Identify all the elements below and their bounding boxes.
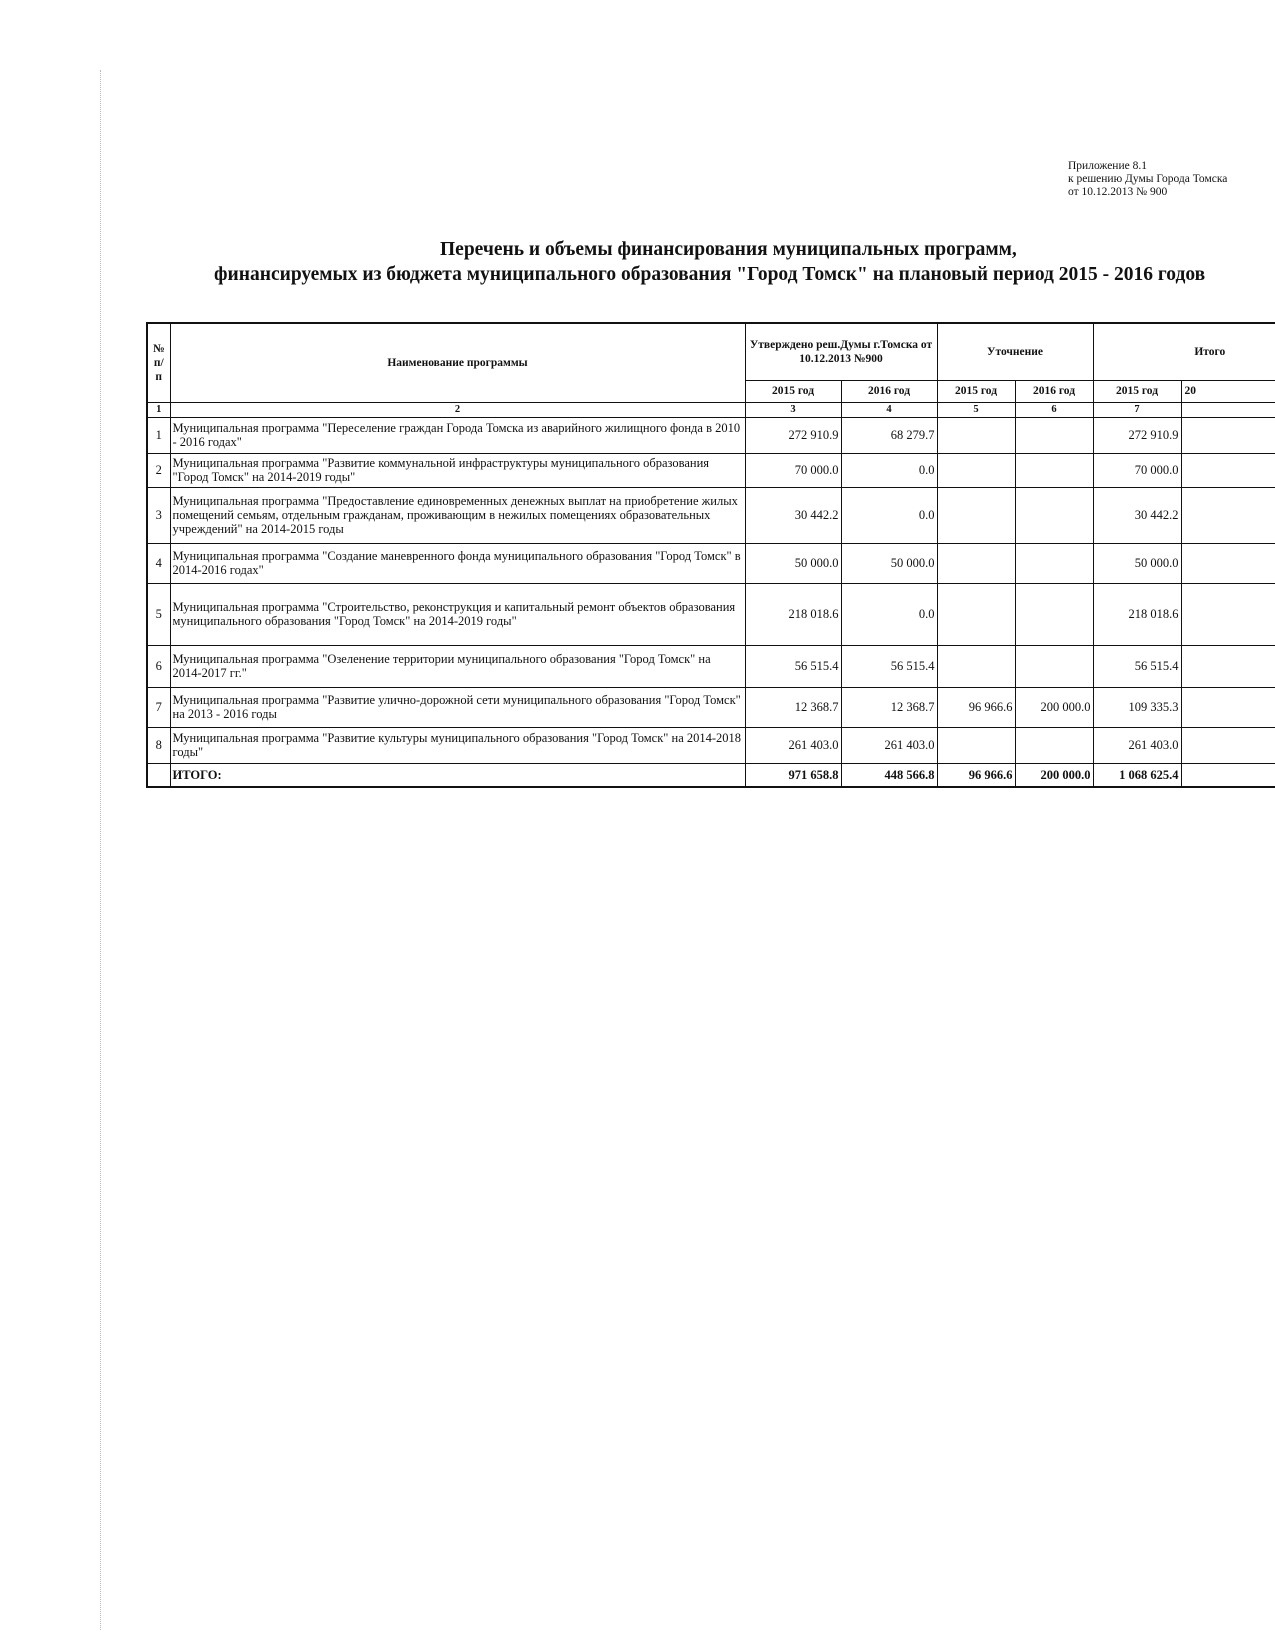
row-num: 5: [147, 583, 170, 645]
row-refinement-2015: [937, 583, 1015, 645]
row-total-2016: [1181, 583, 1275, 645]
row-approved-2015: 261 403.0: [745, 727, 841, 763]
row-num: 4: [147, 543, 170, 583]
appendix-line-3: от 10.12.2013 № 900: [1068, 186, 1168, 198]
total-approved-2015: 971 658.8: [745, 763, 841, 787]
row-program-name: Муниципальная программа "Озеленение территории муниципального образования "Город Томск" на 2014-2017 гг.": [170, 645, 745, 687]
row-refinement-2015: [937, 543, 1015, 583]
row-refinement-2015: [937, 417, 1015, 453]
index-cell: 2: [170, 402, 745, 417]
financing-table-container: [146, 322, 1275, 822]
row-approved-2015: 50 000.0: [745, 543, 841, 583]
table-row: [147, 453, 1275, 487]
header-row: [147, 323, 1275, 380]
header-name: Наименование программы: [170, 323, 745, 402]
row-approved-2016: 12 368.7: [841, 687, 937, 727]
row-refinement-2015: 96 966.6: [937, 687, 1015, 727]
row-num: 2: [147, 453, 170, 487]
row-total-2016: [1181, 487, 1275, 543]
index-cell: 1: [147, 402, 170, 417]
row-approved-2016: 0.0: [841, 453, 937, 487]
row-refinement-2015: [937, 487, 1015, 543]
row-total-2015: 56 515.4: [1093, 645, 1181, 687]
row-program-name: Муниципальная программа "Строительство, реконструкция и капитальный ремонт объектов образования муниципального образования "Город Томск" на 2014-2019 годы": [170, 583, 745, 645]
header-total-2016: 20: [1181, 380, 1275, 402]
total-row: [147, 763, 1275, 787]
row-total-2015: 30 442.2: [1093, 487, 1181, 543]
header-approved-2015: 2015 год: [745, 380, 841, 402]
row-approved-2016: 68 279.7: [841, 417, 937, 453]
row-refinement-2016: [1015, 645, 1093, 687]
financing-table: [146, 322, 1275, 788]
row-total-2016: [1181, 453, 1275, 487]
title-line-2: финансируемых из бюджета муниципального образования "Город Томск" на плановый период 2015 - 2016 годов: [214, 264, 1206, 285]
appendix-line-1: Приложение 8.1: [1068, 160, 1147, 172]
appendix-note: [1068, 160, 1268, 199]
row-total-2016: [1181, 645, 1275, 687]
row-total-2015: 50 000.0: [1093, 543, 1181, 583]
row-approved-2015: 218 018.6: [745, 583, 841, 645]
table-row: [147, 727, 1275, 763]
header-num: № п/п: [147, 323, 170, 402]
index-cell: 5: [937, 402, 1015, 417]
row-approved-2015: 56 515.4: [745, 645, 841, 687]
row-total-2016: [1181, 417, 1275, 453]
row-approved-2016: 261 403.0: [841, 727, 937, 763]
row-refinement-2016: [1015, 583, 1093, 645]
row-program-name: Муниципальная программа "Развитие культуры муниципального образования "Город Томск" на 2014-2018 годы": [170, 727, 745, 763]
row-num: 3: [147, 487, 170, 543]
row-program-name: Муниципальная программа "Развитие улично-дорожной сети муниципального образования "Город Томск" на 2013 - 2016 годы: [170, 687, 745, 727]
row-program-name: Муниципальная программа "Развитие коммунальной инфраструктуры муниципального образования "Город Томск" на 2014-2019 годы": [170, 453, 745, 487]
header-approved-2016: 2016 год: [841, 380, 937, 402]
row-refinement-2016: [1015, 417, 1093, 453]
row-refinement-2016: [1015, 487, 1093, 543]
table-row: [147, 583, 1275, 645]
index-cell: 7: [1093, 402, 1181, 417]
row-num: 8: [147, 727, 170, 763]
table-row: [147, 417, 1275, 453]
row-approved-2015: 12 368.7: [745, 687, 841, 727]
row-program-name: Муниципальная программа "Создание маневренного фонда муниципального образования "Город Томск" в 2014-2016 годах": [170, 543, 745, 583]
table-row: [147, 645, 1275, 687]
row-refinement-2016: [1015, 543, 1093, 583]
header-refinement-2015: 2015 год: [937, 380, 1015, 402]
row-program-name: Муниципальная программа "Переселение граждан Города Томска из аварийного жилищного фонда в 2010 - 2016 годах": [170, 417, 745, 453]
header-total: Итого: [1093, 323, 1275, 380]
document-title: [140, 237, 1275, 287]
row-approved-2015: 70 000.0: [745, 453, 841, 487]
row-total-2015: 70 000.0: [1093, 453, 1181, 487]
row-total-2015: 272 910.9: [1093, 417, 1181, 453]
table-row: [147, 543, 1275, 583]
appendix-line-2: к решению Думы Города Томска: [1068, 173, 1228, 185]
total-refinement-2015: 96 966.6: [937, 763, 1015, 787]
row-program-name: Муниципальная программа "Предоставление единовременных денежных выплат на приобретение жилых помещений семьям, отдельным гражданам, проживающим в нежилых помещениях образовательных учреждений" на 2014-2015 годы: [170, 487, 745, 543]
row-num: 6: [147, 645, 170, 687]
row-num: 1: [147, 417, 170, 453]
row-refinement-2015: [937, 453, 1015, 487]
row-refinement-2015: [937, 645, 1015, 687]
header-approved: Утверждено реш.Думы г.Томска от 10.12.2013 №900: [745, 323, 937, 380]
index-cell: 6: [1015, 402, 1093, 417]
row-approved-2016: 0.0: [841, 487, 937, 543]
row-total-2015: 109 335.3: [1093, 687, 1181, 727]
row-approved-2016: 50 000.0: [841, 543, 937, 583]
total-total-2015: 1 068 625.4: [1093, 763, 1181, 787]
total-total-2016: [1181, 763, 1275, 787]
row-total-2015: 218 018.6: [1093, 583, 1181, 645]
row-refinement-2016: 200 000.0: [1015, 687, 1093, 727]
row-refinement-2015: [937, 727, 1015, 763]
row-total-2016: [1181, 687, 1275, 727]
table-row: [147, 487, 1275, 543]
row-approved-2015: 30 442.2: [745, 487, 841, 543]
row-approved-2015: 272 910.9: [745, 417, 841, 453]
index-cell: 3: [745, 402, 841, 417]
row-refinement-2016: [1015, 453, 1093, 487]
header-total-2015: 2015 год: [1093, 380, 1181, 402]
row-num: 7: [147, 687, 170, 727]
total-num: [147, 763, 170, 787]
scan-edge-mark: [100, 70, 103, 1630]
total-approved-2016: 448 566.8: [841, 763, 937, 787]
total-refinement-2016: 200 000.0: [1015, 763, 1093, 787]
index-cell: 4: [841, 402, 937, 417]
row-total-2016: [1181, 543, 1275, 583]
row-refinement-2016: [1015, 727, 1093, 763]
header-refinement: Уточнение: [937, 323, 1093, 380]
index-row: [147, 402, 1275, 417]
total-label: ИТОГО:: [170, 763, 745, 787]
row-total-2015: 261 403.0: [1093, 727, 1181, 763]
title-line-1: Перечень и объемы финансирования муниципальных программ,: [440, 239, 1017, 260]
row-total-2016: [1181, 727, 1275, 763]
table-row: [147, 687, 1275, 727]
row-approved-2016: 0.0: [841, 583, 937, 645]
header-refinement-2016: 2016 год: [1015, 380, 1093, 402]
index-cell: [1181, 402, 1275, 417]
row-approved-2016: 56 515.4: [841, 645, 937, 687]
